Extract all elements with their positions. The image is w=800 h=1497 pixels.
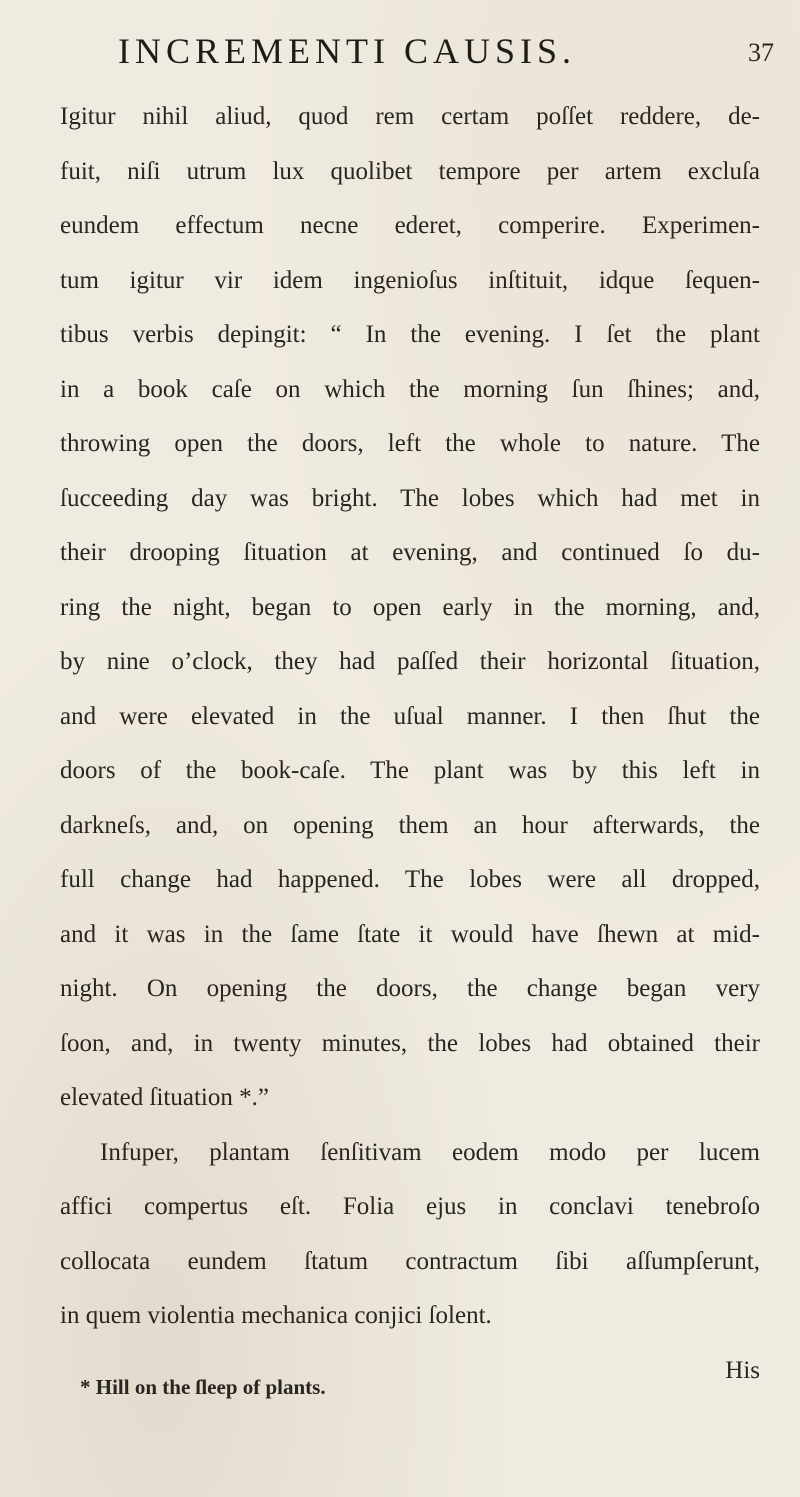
text-line: doors of the book-caſe. The plant was by this left in	[60, 757, 760, 784]
text-line: and it was in the ſame ſtate it would have ſhewn at mid-	[60, 920, 760, 948]
text-line: collocata eundem ſtatum contractum ſibi aſſumpſerunt,	[60, 1247, 760, 1275]
page-number: 37	[748, 38, 774, 67]
text-line: in quem violentia mechanica conjici ſolent.	[60, 1302, 492, 1329]
body-text	[60, 90, 760, 1398]
text-line: and were elevated in the uſual manner. I then ſhut the	[60, 702, 760, 730]
text-line: elevated ſituation *.”	[60, 1084, 269, 1111]
text-line: by nine o’clock, they had paſſed their horizontal ſituation,	[60, 648, 760, 675]
text-line: ſucceeding day was bright. The lobes which had met in	[60, 484, 760, 512]
text-line: eundem effectum necne ederet, comperire. Experimen-	[60, 212, 760, 239]
text-line: ring the night, began to open early in the morning, and,	[60, 593, 760, 621]
text-line: darkneſs, and, on opening them an hour afterwards, the	[60, 811, 760, 839]
page-header	[118, 30, 774, 74]
text-line: in a book caſe on which the morning ſun ſhines; and,	[60, 375, 760, 403]
text-line: full change had happened. The lobes were all dropped,	[60, 866, 760, 893]
text-line: ſoon, and, in twenty minutes, the lobes had obtained their	[60, 1029, 760, 1057]
running-head: INCREMENTI CAUSIS.	[118, 31, 577, 71]
text-line: Infuper, plantam ſenſitivam eodem modo per lucem	[100, 1138, 760, 1166]
text-line: tibus verbis depingit: “ In the evening. I ſet the plant	[60, 321, 760, 348]
text-line: affici compertus eſt. Folia ejus in conclavi tenebroſo	[60, 1193, 760, 1220]
text-line: fuit, niſi utrum lux quolibet tempore per artem excluſa	[60, 157, 760, 185]
text-line: throwing open the doors, left the whole to nature. The	[60, 430, 760, 457]
text-line: tum igitur vir idem ingenioſus inſtituit, idque ſequen-	[60, 266, 760, 294]
text-line: their drooping ſituation at evening, and continued ſo du-	[60, 539, 760, 566]
catchword: His	[725, 1356, 760, 1384]
text-line: night. On opening the doors, the change began very	[60, 975, 760, 1002]
text-line: Igitur nihil aliud, quod rem certam poſſet reddere, de-	[60, 103, 760, 130]
footnote: * Hill on the ſleep of plants.	[80, 1375, 326, 1399]
